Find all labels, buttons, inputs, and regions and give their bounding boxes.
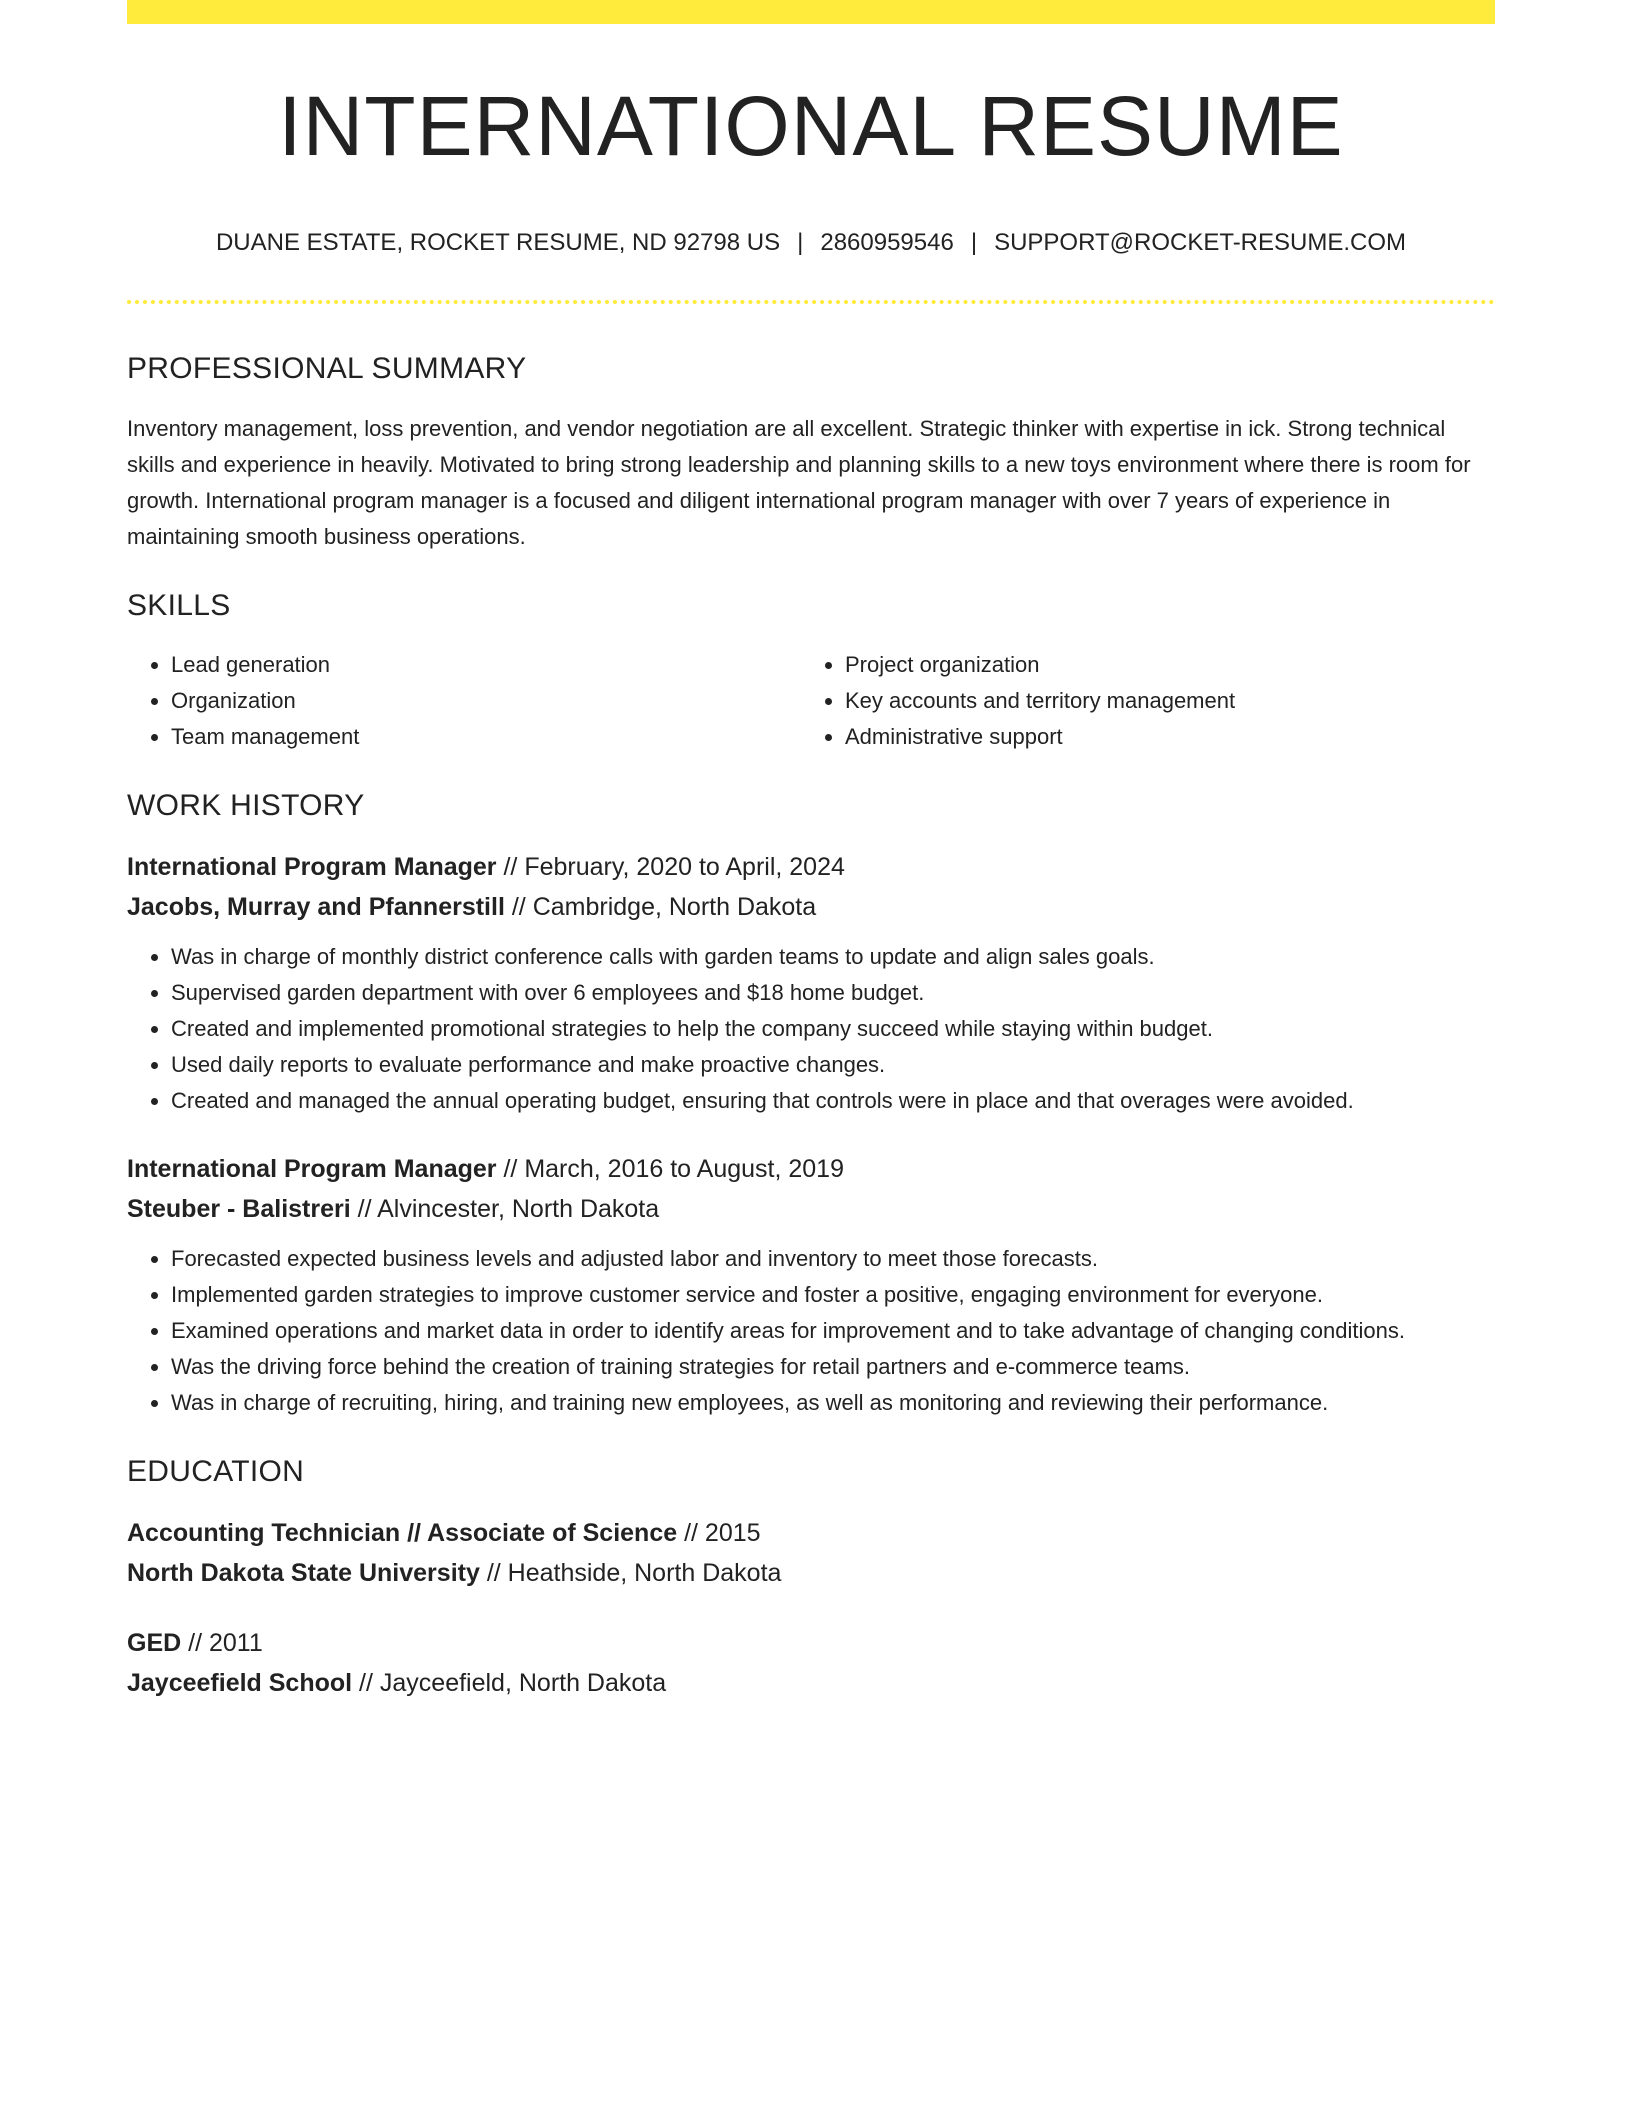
skill-item: • Team management <box>171 719 801 755</box>
job-bullet: • Supervised garden department with over 6 employees and $18 home budget. <box>171 975 1495 1011</box>
job-company: Steuber - Balistreri <box>127 1195 351 1223</box>
job-bullets <box>127 1241 1495 1421</box>
job-bullet: • Was the driving force behind the creation of training strategies for retail partners and e-commerce teams. <box>171 1349 1495 1385</box>
job-bullet: • Implemented garden strategies to improve customer service and foster a positive, engaging environment for everyone. <box>171 1277 1495 1313</box>
education-location: // Jayceefield, North Dakota <box>352 1669 667 1697</box>
job-bullet: • Forecasted expected business levels and adjusted labor and inventory to meet those forecasts. <box>171 1241 1495 1277</box>
skill-item: • Key accounts and territory management <box>845 683 1475 719</box>
education-year: // 2015 <box>677 1519 761 1547</box>
job-bullet: • Examined operations and market data in order to identify areas for improvement and to take advantage of changing conditions. <box>171 1313 1495 1349</box>
resume-page <box>127 0 1495 1703</box>
job-company-line <box>127 1189 1495 1229</box>
skills-column-right <box>801 647 1475 755</box>
skills-list <box>127 647 1495 755</box>
education-year: // 2011 <box>181 1629 263 1657</box>
job-title-line <box>127 1149 1495 1189</box>
skill-item: • Organization <box>171 683 801 719</box>
dotted-divider <box>127 300 1495 304</box>
job-bullet: • Created and implemented promotional strategies to help the company succeed while staying within budget. <box>171 1011 1495 1047</box>
job-bullet: • Used daily reports to evaluate performance and make proactive changes. <box>171 1047 1495 1083</box>
skills-heading: SKILLS <box>127 589 231 622</box>
job-role: International Program Manager <box>127 853 497 881</box>
education-school: North Dakota State University <box>127 1559 480 1587</box>
education-degree: Accounting Technician // Associate of Science <box>127 1519 678 1547</box>
work-history-heading: WORK HISTORY <box>127 789 365 822</box>
skill-item: • Administrative support <box>845 719 1475 755</box>
summary-text: Inventory management, loss prevention, and vendor negotiation are all excellent. Strategic thinker with expertise in ick. Strong technical skills and experience in heavily. Motivated to bring strong leadership and planning skills to a new toys environment where there is room for growth. International program manager is a focused and diligent international program manager with over 7 years of experience in maintaining smooth business operations. <box>127 416 1471 549</box>
education-location: // Heathside, North Dakota <box>479 1559 782 1587</box>
accent-bar <box>127 0 1495 24</box>
education-degree-line <box>127 1513 1495 1553</box>
contact-phone: 2860959546 <box>820 229 954 256</box>
job-entry <box>127 1149 1495 1421</box>
job-company: Jacobs, Murray and Pfannerstill <box>127 893 505 921</box>
job-location: // Alvincester, North Dakota <box>350 1195 660 1223</box>
job-role: International Program Manager <box>127 1155 497 1183</box>
skill-item: • Lead generation <box>171 647 801 683</box>
education-entry <box>127 1623 1495 1703</box>
education-degree-line <box>127 1623 1495 1663</box>
education-school: Jayceefield School <box>127 1669 353 1697</box>
job-bullet: • Was in charge of recruiting, hiring, and training new employees, as well as monitoring and reviewing their performance. <box>171 1385 1495 1421</box>
job-bullet: • Created and managed the annual operating budget, ensuring that controls were in place and that overages were avoided. <box>171 1083 1495 1119</box>
contact-separator: | <box>970 229 978 256</box>
job-entry <box>127 847 1495 1119</box>
job-bullet: • Was in charge of monthly district conference calls with garden teams to update and align sales goals. <box>171 939 1495 975</box>
job-location: // Cambridge, North Dakota <box>504 893 817 921</box>
contact-address: DUANE ESTATE, ROCKET RESUME, ND 92798 US <box>215 229 781 256</box>
contact-separator: | <box>797 229 804 256</box>
education-degree: GED <box>127 1629 182 1657</box>
resume-name: INTERNATIONAL RESUME <box>278 79 1344 173</box>
skill-item: • Project organization <box>845 647 1475 683</box>
education-school-line <box>127 1663 1495 1703</box>
education-heading: EDUCATION <box>127 1455 305 1488</box>
education-entry <box>127 1513 1495 1593</box>
job-company-line <box>127 887 1495 927</box>
education-school-line <box>127 1553 1495 1593</box>
contact-line <box>127 231 1495 255</box>
skills-column-left <box>127 647 801 755</box>
summary-heading: PROFESSIONAL SUMMARY <box>127 352 527 385</box>
job-dates: // March, 2016 to August, 2019 <box>496 1155 844 1183</box>
job-title-line <box>127 847 1495 887</box>
job-dates: // February, 2020 to April, 2024 <box>496 853 845 881</box>
contact-email: SUPPORT@ROCKET-RESUME.COM <box>994 229 1407 256</box>
job-bullets <box>127 939 1495 1119</box>
